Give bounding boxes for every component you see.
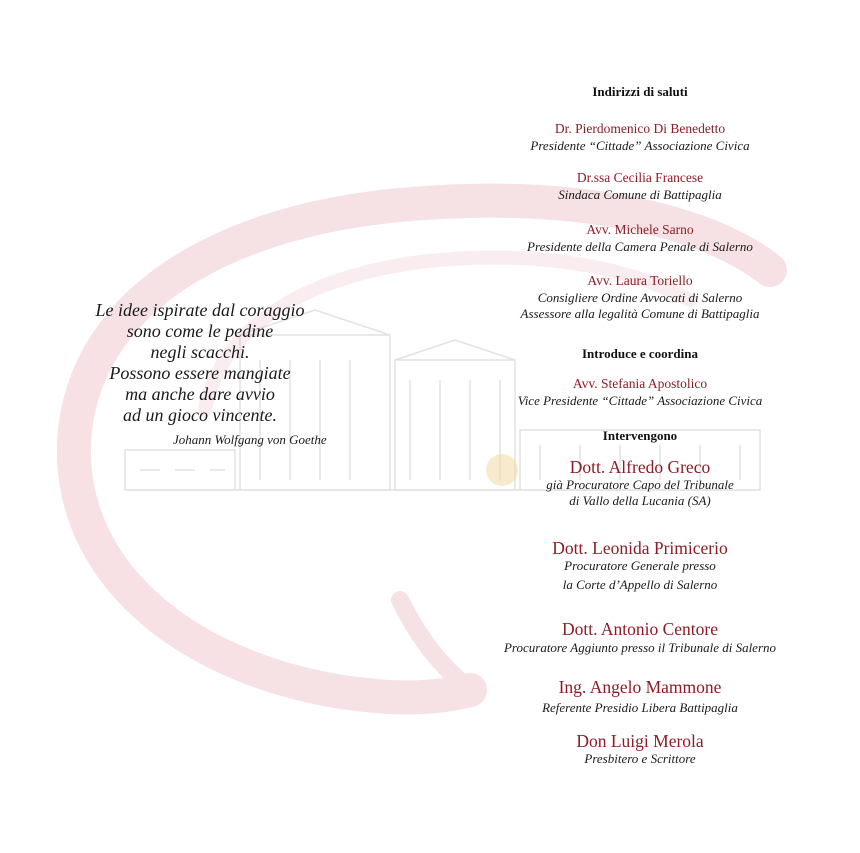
speaker-role: Procuratore Aggiunto presso il Tribunale di Salerno [503,640,777,655]
section-heading-saluti: Indirizzi di saluti [592,84,688,99]
speaker-role: Vice Presidente “Cittade” Associazione Civica [517,393,763,408]
speaker-role: già Procuratore Capo del Tribunale [546,477,734,492]
quote-line: ad un gioco vincente. [123,405,277,425]
speaker-role: Presidente della Camera Penale di Salerno [527,239,753,254]
speaker-name: Avv. Laura Toriello [587,273,693,288]
speaker-name: Ing. Angelo Mammone [558,677,722,697]
section-heading-coordina: Introduce e coordina [581,346,699,361]
speaker-role: la Corte d’Appello di Salerno [562,577,718,592]
speaker-name: Dr.ssa Cecilia Francese [576,170,704,185]
quote-block [70,300,380,447]
quote-author: Johann Wolfgang von Goethe [173,432,327,447]
speaker-role: Referente Presidio Libera Battipaglia [542,700,738,715]
quote-line: negli scacchi. [150,342,250,362]
speaker-role: Procuratore Generale presso [564,558,716,573]
speaker-name: Dott. Alfredo Greco [569,457,711,477]
speaker-name: Dott. Leonida Primicerio [552,538,728,558]
speaker-role: Presbitero e Scrittore [584,751,696,766]
section-heading-intervengono: Intervengono [602,428,678,443]
speaker-role: Presidente “Cittade” Associazione Civica [530,138,750,153]
quote-line: ma anche dare avvio [125,384,275,404]
speaker-name: Don Luigi Merola [576,731,704,751]
speaker-role: Consigliere Ordine Avvocati di Salerno [537,290,743,305]
quote-line: sono come le pedine [126,321,274,341]
speaker-name: Avv. Stefania Apostolico [572,376,708,391]
quote-line: Possono essere mangiate [109,363,291,383]
speaker-name: Dr. Pierdomenico Di Benedetto [554,121,726,136]
speaker-name: Avv. Michele Sarno [586,222,694,237]
quote-line: Le idee ispirate dal coraggio [95,300,305,320]
speaker-name: Dott. Antonio Centore [561,619,719,639]
speaker-role: Sindaca Comune di Battipaglia [558,187,722,202]
speaker-role: di Vallo della Lucania (SA) [569,493,711,508]
speaker-role: Assessore alla legalità Comune di Battipaglia [520,306,760,321]
